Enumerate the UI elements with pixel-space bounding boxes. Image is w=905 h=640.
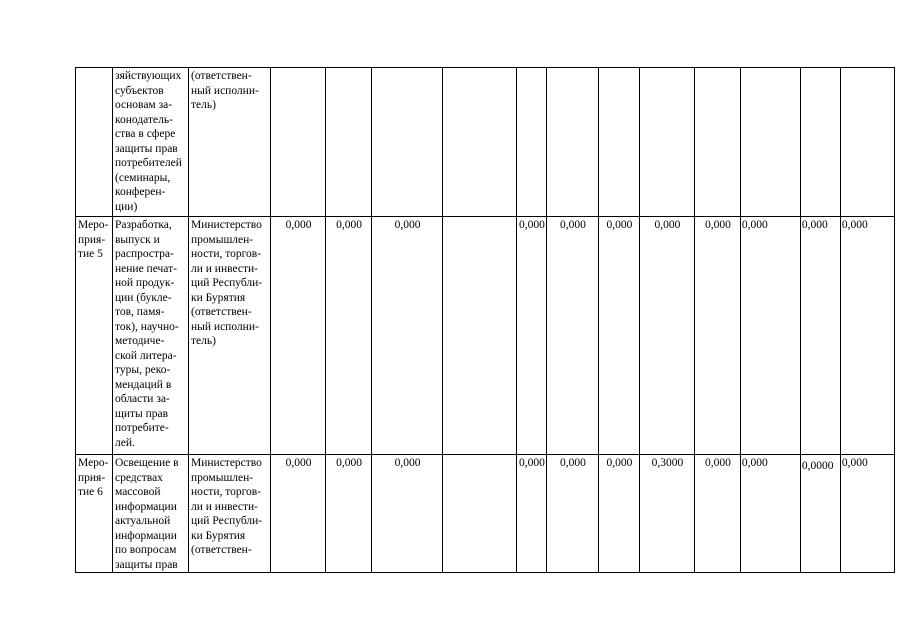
event-name-cell: зяйствующих субъектов основам за- конодатель- ства в сфере защиты прав потребителей (семинары, конферен- ции) (113, 68, 189, 217)
value-cell (840, 68, 894, 217)
value-cell (639, 68, 694, 217)
value-cell (271, 68, 326, 217)
value-cell (598, 68, 639, 217)
value-cell: 0,000 (271, 217, 326, 455)
value-cell: 0,000 (546, 455, 598, 573)
value-cell: 0,000 (271, 455, 326, 573)
value-cell: 0,000 (372, 455, 443, 573)
value-cell (443, 217, 517, 455)
table-row (76, 68, 895, 217)
table-row (76, 455, 895, 573)
value-cell: 0,000 (840, 217, 894, 455)
value-cell: 0,0000 (800, 455, 840, 573)
executor-cell: Министерство промышлен- ности, торгов- ли и инвести- ций Республи- ки Бурятия (ответствен- ный исполни- тель) (189, 217, 271, 455)
value-cell: 0,000 (372, 217, 443, 455)
value-cell: 0,000 (740, 455, 800, 573)
value-cell: 0,000 (840, 455, 894, 573)
value-cell: 0,000 (800, 217, 840, 455)
event-cell (76, 68, 113, 217)
value-cell: 0,000 (546, 217, 598, 455)
table-row (76, 217, 895, 455)
value-cell (443, 455, 517, 573)
executor-cell: Министерство промышлен- ности, торгов- ли и инвести- ций Республи- ки Бурятия (ответствен- (189, 455, 271, 573)
event-name-cell: Разработка, выпуск и распростра- нение печат- ной продук- ции (букле- тов, памя- ток), научно- методиче- ской литера- туры, реко- мендаций в области за- щиты прав потребите- лей. (113, 217, 189, 455)
value-cell: 0,000 (740, 217, 800, 455)
value-cell: 0,000 (639, 217, 694, 455)
value-cell (800, 68, 840, 217)
executor-cell: (ответствен- ный исполни- тель) (189, 68, 271, 217)
value-cell: 0,000 (694, 217, 740, 455)
program-events-table (75, 67, 895, 573)
value-cell: 0,000 (517, 455, 547, 573)
value-cell (546, 68, 598, 217)
value-cell (740, 68, 800, 217)
value-cell: 0,000 (326, 455, 372, 573)
value-cell: 0,000 (326, 217, 372, 455)
event-cell: Меро- прия- тие 6 (76, 455, 113, 573)
event-name-cell: Освещение в средствах массовой информации актуальной информации по вопросам защиты прав (113, 455, 189, 573)
value-cell (372, 68, 443, 217)
value-cell: 0,000 (598, 455, 639, 573)
value-cell: 0,000 (694, 455, 740, 573)
value-cell (326, 68, 372, 217)
value-cell (694, 68, 740, 217)
value-cell (517, 68, 547, 217)
value-cell (443, 68, 517, 217)
event-cell: Меро- прия- тие 5 (76, 217, 113, 455)
value-cell: 0,000 (517, 217, 547, 455)
value-cell: 0,000 (598, 217, 639, 455)
value-cell: 0,3000 (639, 455, 694, 573)
